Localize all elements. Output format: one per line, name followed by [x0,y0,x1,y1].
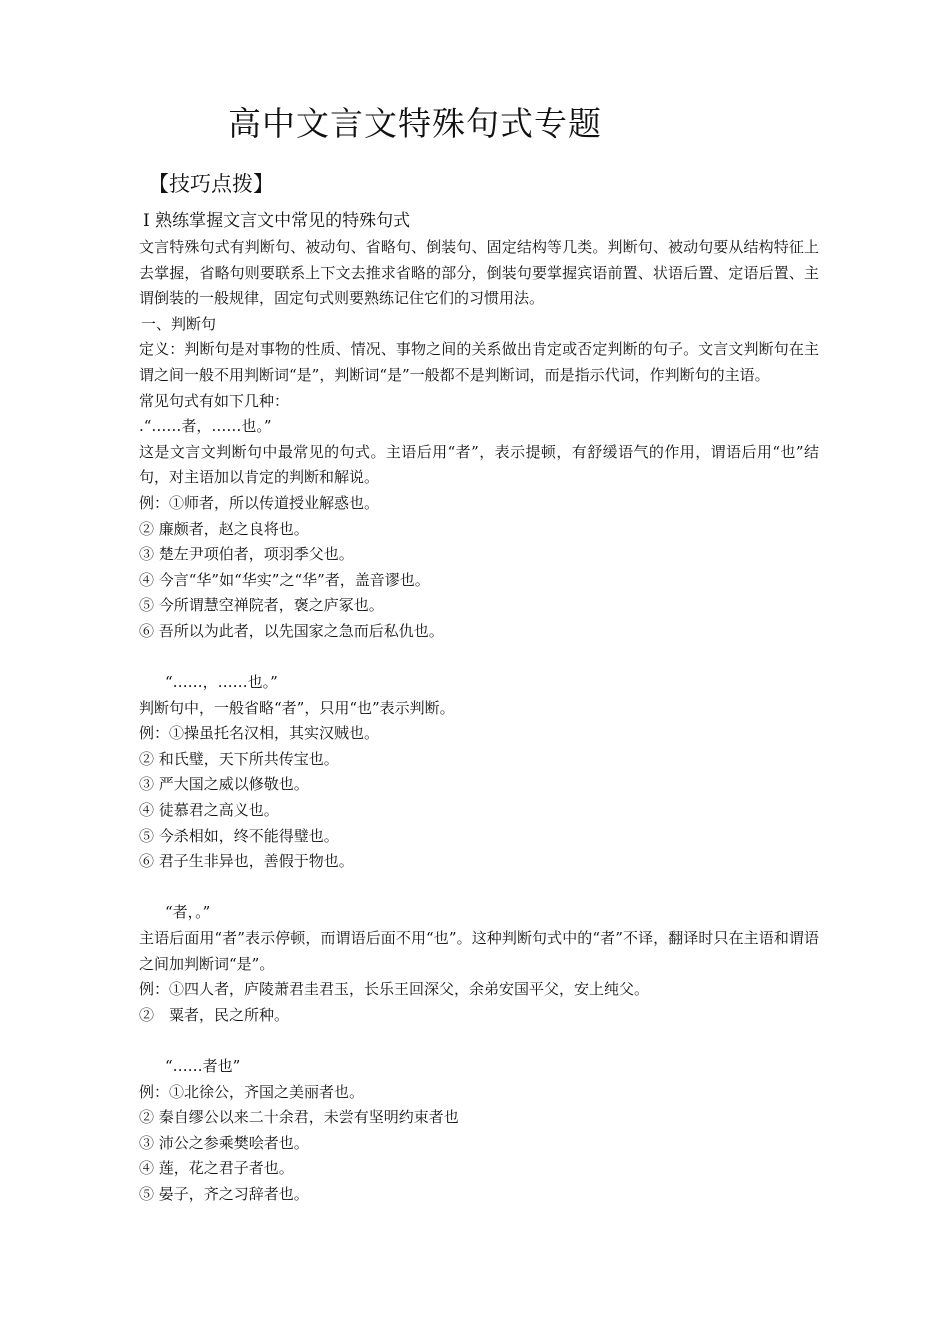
document-body [139,208,819,1208]
pattern3-label: “者，。” [165,903,211,922]
example-line: ⑤ 晏子，齐之习辞者也。 [139,1184,309,1203]
subheading: I 熟练掌握文言文中常见的特殊句式 [143,211,411,231]
intro-paragraph: 文言特殊句式有判断句、被动句、省略句、倒装句、固定结构等几类。判断句、被动句要从结构特征上去掌握，省略句则要联系上下文去推求省略的部分，倒装句要掌握宾语前置、状语后置、定语后置、主谓倒装的一般规律，固定句式则要熟练记住它们的习惯用法。 [139,238,819,308]
example-line: ⑤ 今杀相如，终不能得璧也。 [139,826,339,845]
pattern4-label: “……者也” [165,1057,241,1075]
pattern2-label: “……，……也。” [165,673,278,692]
example-line: ③ 楚左尹项伯者，项羽季父也。 [139,545,354,564]
example-line: ④ 今言“华”如“华实”之“华”者，盖音谬也。 [139,570,430,589]
example-line: ④ 徒慕君之高义也。 [139,801,279,820]
example-line: ③ 严大国之威以修敬也。 [139,775,309,794]
example-line: ② 和氏璧，天下所共传宝也。 [139,749,339,768]
example-line: 例：①北徐公，齐国之美丽者也。 [139,1082,365,1101]
example-line: ④ 莲，花之君子者也。 [139,1159,294,1178]
pattern3-desc: 主语后面用“者”表示停顿，而谓语后面不用“也”。这种判断句式中的“者”不译，翻译时只在主语和谓语之间加判断词“是”。 [139,929,819,973]
spacer [139,645,819,671]
section-heading: 【技巧点拨】 [148,172,274,196]
pattern1-desc: 这是文言文判断句中最常见的句式。主语后用“者”，表示提顿，有舒缓语气的作用，谓语后用“也”结句，对主语加以肯定的判断和解说。 [139,442,819,487]
example-line: ③ 沛公之参乘樊哙者也。 [139,1133,309,1152]
pattern2-desc: 判断句中，一般省略“者”，只用“也”表示判断。 [139,698,455,717]
example-line: ② 粟者，民之所种。 [139,1005,290,1024]
judgment-definition: 定义：判断句是对事物的性质、情况、事物之间的关系做出肯定或否定判断的句子。文言文判断句在主谓之间一般不用判断词“是”，判断词“是”一般都不是判断词，而是指示代词，作判断句的主语。 [139,340,819,384]
pattern1-label: .“……者，……也。” [139,417,272,436]
page-title: 高中文言文特殊句式专题 [228,104,602,143]
spacer [139,1028,819,1054]
example-line: 例：①四人者，庐陵萧君圭君玉，长乐王回深父，余弟安国平父，安上纯父。 [139,980,650,999]
example-line: 例：①师者，所以传道授业解惑也。 [139,493,380,512]
example-line: ② 廉颇者，赵之良将也。 [139,519,309,538]
example-line: ⑥ 君子生非异也，善假于物也。 [139,852,354,871]
judgment-heading: 一、判断句 [141,314,217,333]
spacer [139,875,819,901]
example-line: ⑤ 今所谓慧空禅院者，褒之庐冢也。 [139,596,384,615]
example-line: ② 秦自缪公以来二十余君，未尝有坚明约束者也 [139,1108,459,1127]
forms-intro: 常见句式有如下几种： [139,391,290,410]
example-line: 例：①操虽托名汉相，其实汉贼也。 [139,724,380,743]
example-line: ⑥ 吾所以为此者，以先国家之急而后私仇也。 [139,621,444,640]
